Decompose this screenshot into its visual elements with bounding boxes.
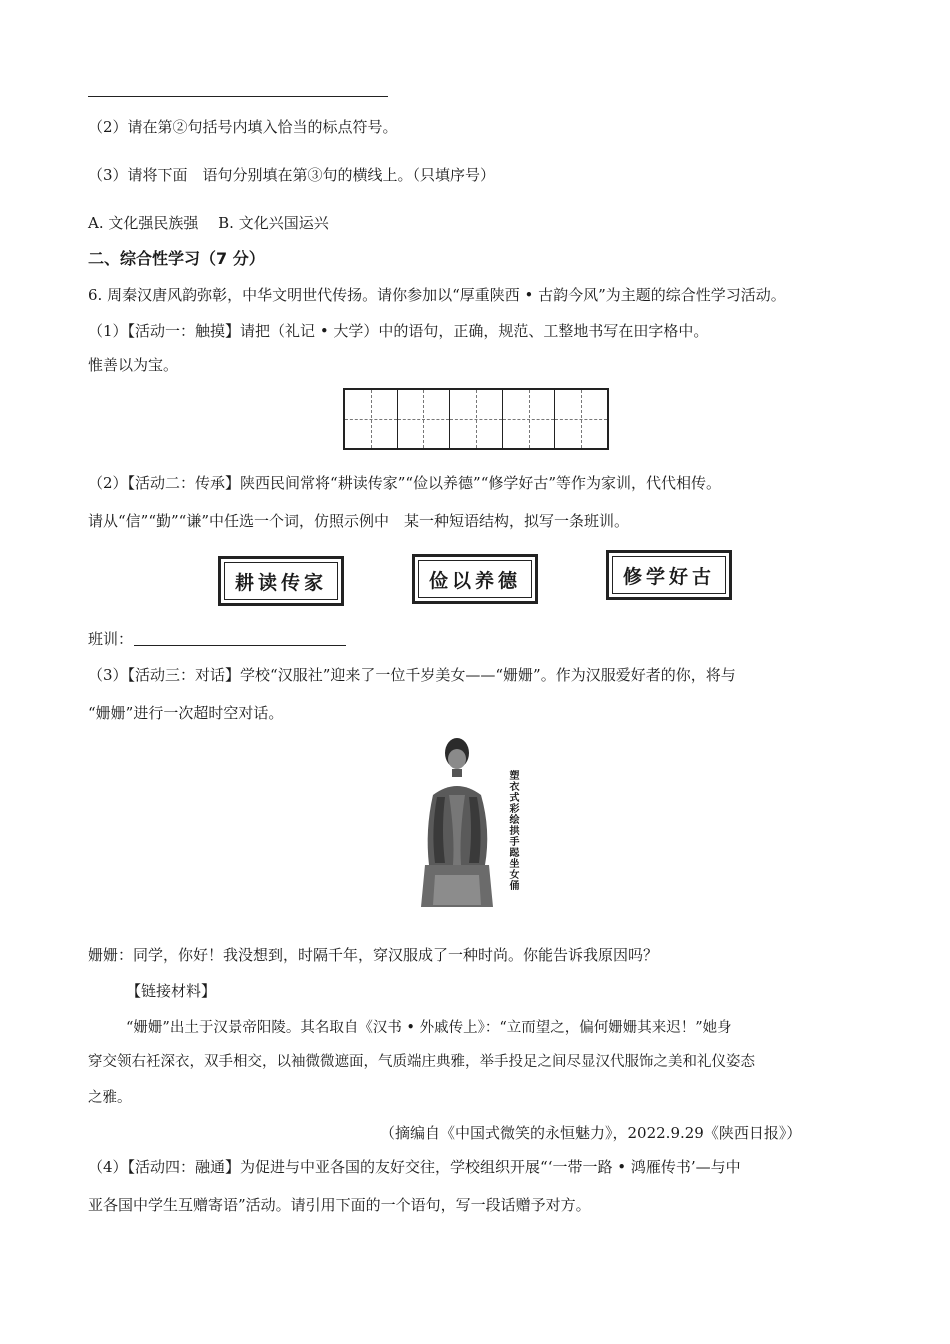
material-line1: “姗姗”出土于汉景帝阳陵。其名取自《汉书 • 外戚传上》：“立而望之，偏何姗姗其来迟！”她身 [126,1020,732,1036]
plaque-text: 修学好古 [622,565,715,588]
grid-cell[interactable] [555,390,607,448]
question-2: （2）请在第②句括号内填入恰当的标点符号。 [88,118,398,136]
answer-line-top [88,96,388,97]
options: A. 文化强民族强 B. 文化兴国运兴 [88,214,329,232]
plaque-text: 俭以养德 [428,569,521,592]
link-title: 【链接材料】 [126,982,217,1000]
activity-1-sentence: 惟善以为宝。 [88,356,179,374]
grid-cell[interactable] [345,390,398,448]
activity-1: （1）【活动一：触摸】请把（礼记 • 大学）中的语句，正确，规范、工整地书写在田字格中。 [88,322,709,340]
activity-3-line2: “姗姗”进行一次超时空对话。 [88,704,284,722]
tianzige-grid[interactable] [343,388,609,450]
plaque-gengdu [218,556,344,606]
source: （摘编自《中国式微笑的永恒魅力》，2022.9.29《陕西日报》） [380,1124,802,1142]
section-title: 二、综合性学习（7 分） [88,249,265,268]
material-line3: 之雅。 [88,1090,132,1106]
banxun-label: 班训： [88,630,134,648]
banxun-answer-line[interactable] [134,645,346,646]
question-3: （3）请将下面 语句分别填在第③句的横线上。（只填序号） [88,166,496,184]
activity-2-line2: 请从“信”“勤”“谦”中任选一个词，仿照示例中 某一种短语结构，拟写一条班训。 [88,512,630,530]
plaque-jianyi [412,554,538,604]
dialogue: 姗姗：同学，你好！我没想到，时隔千年，穿汉服成了一种时尚。你能告诉我原因吗？ [88,946,659,964]
activity-2-line1: （2）【活动二：传承】陕西民间常将“耕读传家”“俭以养德”“修学好古”等作为家训，代代相传。 [88,474,722,492]
plaque-xiuxue [606,550,732,600]
material-line2: 穿交领右衽深衣，双手相交，以袖微微遮面，气质端庄典雅，举手投足之间尽显汉代服饰之美和礼仪姿态 [88,1054,755,1070]
plaque-text: 耕读传家 [234,571,327,594]
grid-cell[interactable] [503,390,556,448]
activity-4-line2: 亚各国中学生互赠寄语”活动。请引用下面的一个语句，写一段话赠予对方。 [88,1196,591,1214]
activity-3-line1: （3）【活动三：对话】学校“汉服社”迎来了一位千岁美女——“姗姗”。作为汉服爱好者的你，将与 [88,666,736,684]
activity-4-line1: （4）【活动四：融通】为促进与中亚各国的友好交往，学校组织开展“‘一带一路 • 鸿雁传书’—与中 [88,1158,741,1176]
grid-cell[interactable] [398,390,451,448]
figure-caption: 塑衣式彩绘拱手跽坐女俑 [507,770,518,891]
question-6-intro: 6. 周秦汉唐风韵弥彰，中华文明世代传扬。请你参加以“厚重陕西 • 古韵今风”为主题的综合性学习活动。 [88,286,786,304]
grid-cell[interactable] [450,390,503,448]
